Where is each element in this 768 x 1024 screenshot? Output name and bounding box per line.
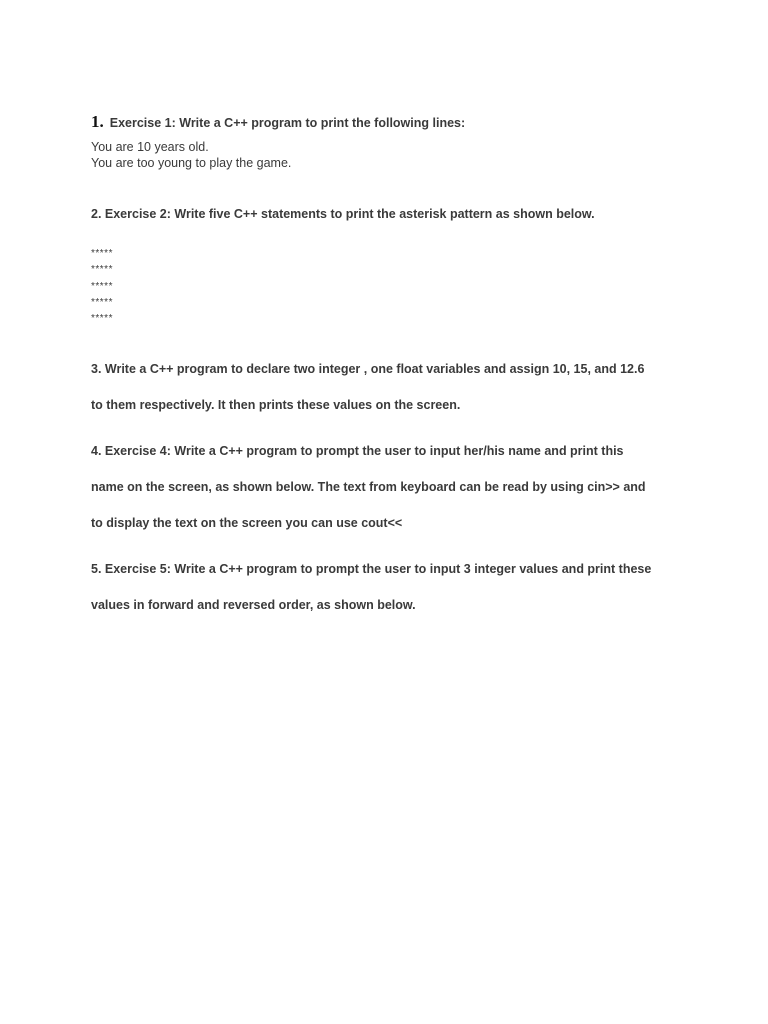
exercise-4-line-2: name on the screen, as shown below. The text from keyboard can be read by using cin>> and (91, 480, 646, 494)
exercise-2-heading: 2. Exercise 2: Write five C++ statements to print the asterisk pattern as shown below. (91, 207, 595, 221)
exercise-3-line-1: 3. Write a C++ program to declare two integer , one float variables and assign 10, 15, and 12.6 (91, 362, 645, 376)
asterisk-row: ***** (91, 280, 113, 292)
asterisk-row: ***** (91, 296, 113, 308)
exercise-4-line-3: to display the text on the screen you can use cout<< (91, 516, 403, 530)
asterisk-row: ***** (91, 313, 113, 325)
asterisk-pattern (91, 246, 113, 327)
exercise-1-title: Exercise 1: Write a C++ program to print the following lines: (109, 116, 466, 130)
exercise-3-line-2: to them respectively. It then prints these values on the screen. (91, 398, 461, 412)
exercise-5-line-2: values in forward and reversed order, as shown below. (91, 598, 416, 612)
asterisk-row: ***** (91, 248, 113, 259)
exercise-4-line-1: 4. Exercise 4: Write a C++ program to prompt the user to input her/his name and print this (91, 444, 624, 458)
asterisk-row: ***** (91, 264, 113, 276)
exercise-1-heading (91, 114, 465, 131)
exercise-1-output-line-2: You are too young to play the game. (91, 156, 292, 170)
exercise-5-line-1: 5. Exercise 5: Write a C++ program to prompt the user to input 3 integer values and print these (91, 562, 652, 576)
exercise-1-number: 1. (91, 112, 104, 131)
exercise-1-output-line-1: You are 10 years old. (91, 140, 209, 154)
